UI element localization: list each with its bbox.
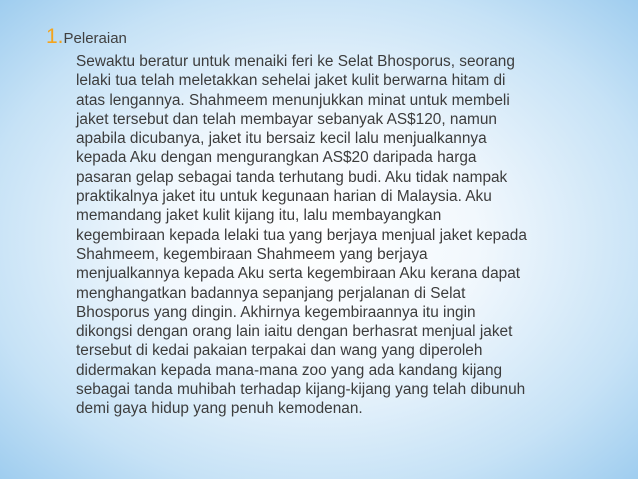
paragraph-line: kepada Aku dengan mengurangkan AS$20 daripada harga [76,149,477,167]
paragraph-line: menjualkannya kepada Aku serta kegembiraan Aku kerana dapat [76,265,521,283]
paragraph-line: jaket tersebut dan telah membayar sebanyak AS$120, namun [76,110,497,128]
paragraph-line: Bhosporus yang dingin. Akhirnya kegembiraannya itu ingin [76,303,476,321]
paragraph-line: tersebut di kedai pakaian terpakai dan wang yang diperoleh [76,342,483,360]
paragraph-line: didermakan kepada mana-mana zoo yang ada kandang kijang [76,361,503,379]
paragraph-line: dikongsi dengan orang lain iaitu dengan berhasrat menjual jaket [76,323,513,341]
paragraph-line: Sewaktu beratur untuk menaiki feri ke Selat Bhosporus, seorang [76,53,515,70]
paragraph-line: lelaki tua telah meletakkan sehelai jaket kulit berwarna hitam di [76,72,506,90]
body-paragraph [76,52,606,419]
paragraph-line: menghangatkan badannya sepanjang perjalanan di Selat [76,284,466,302]
section-number: 1. [46,25,64,48]
paragraph-line: demi gaya hidup yang penuh kemodenan. [76,400,363,418]
paragraph-line: kegembiraan kepada lelaki tua yang berjaya menjual jaket kepada [76,226,527,244]
paragraph-line: praktikalnya jaket itu untuk kegunaan harian di Malaysia. Aku [76,188,492,206]
paragraph-line: sebagai tanda muhibah terhadap kijang-kijang yang telah dibunuh [76,381,526,399]
paragraph-line: apabila dicubanya, jaket itu bersaiz kecil lalu menjualkannya [76,130,487,148]
paragraph-line: pasaran gelap sebagai tanda terhutang budi. Aku tidak nampak [76,168,508,186]
section-title: Peleraian [63,30,127,47]
paragraph-line: atas lengannya. Shahmeem menunjukkan minat untuk membeli [76,91,510,109]
section-heading [46,26,127,49]
paragraph-line: Shahmeem, kegembiraan Shahmeem yang berjaya [76,245,428,263]
paragraph-line: memandang jaket kulit kijang itu, lalu membayangkan [76,207,442,225]
